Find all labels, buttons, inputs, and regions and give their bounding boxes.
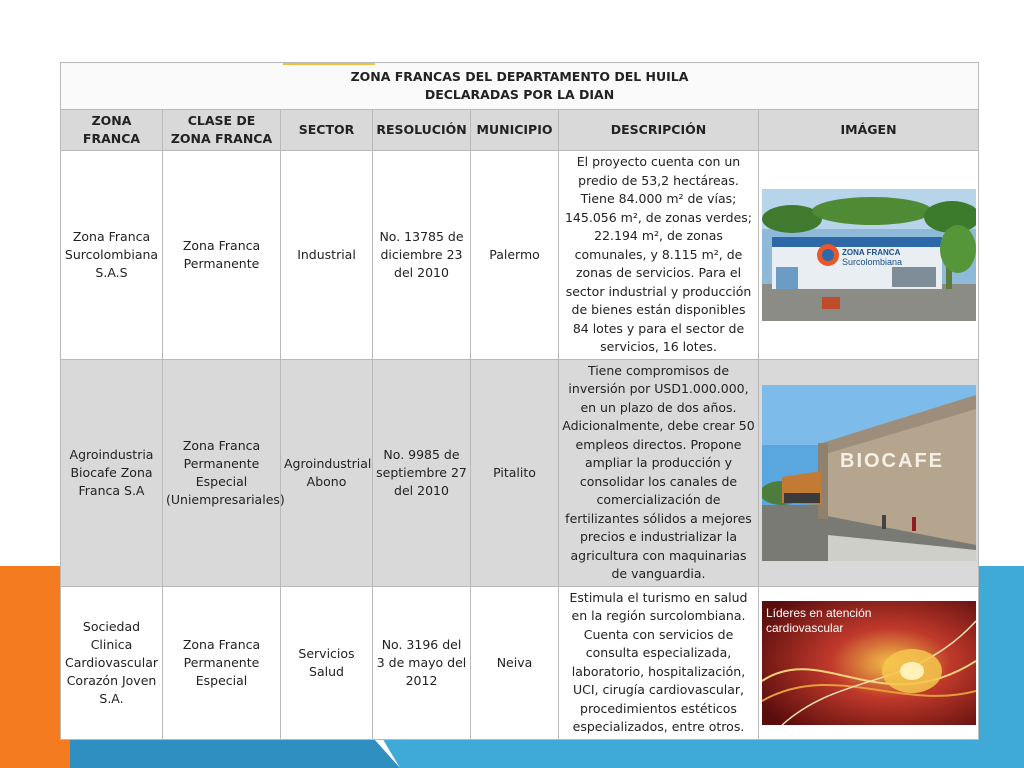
cell-descripcion: El proyecto cuenta con un predio de 53,2 hectáreas. Tiene 84.000 m² de vías; 145.056 m², de zonas verdes; 22.194 m², de zonas comunales, y 8.115 m², de zonas de servicios. Para el sector industrial y producción de bienes están disponibles 84 lotes y para el sector de servicios, 16 lotes. xyxy=(559,151,759,360)
table-row xyxy=(61,359,979,586)
title-accent-bar xyxy=(283,63,375,65)
cell-municipio: Palermo xyxy=(471,151,559,360)
cell-sector: Industrial xyxy=(281,151,373,360)
cell-descripcion: Estimula el turismo en salud en la región surcolombiana. Cuenta con servicios de consulta especializada, laboratorio, hospitalización, UCI, cirugía cardiovascular, procedimientos estéticos especializados, entre otros. xyxy=(559,586,759,739)
cell-zona: Agroindustria Biocafe Zona Franca S.A xyxy=(61,359,163,586)
image-caption-2: Surcolombiana xyxy=(842,256,903,267)
zonas-francas-table xyxy=(60,62,979,740)
table-row xyxy=(61,151,979,360)
header-imagen: IMÁGEN xyxy=(759,110,979,151)
table-title xyxy=(61,63,979,110)
cell-clase: Zona Franca Permanente xyxy=(163,151,281,360)
header-descripcion: DESCRIPCIÓN xyxy=(559,110,759,151)
cell-imagen xyxy=(759,359,979,586)
title-line-1: ZONA FRANCAS DEL DEPARTAMENTO DEL HUILA xyxy=(350,69,689,84)
cell-imagen xyxy=(759,586,979,739)
image-caption-1: ZONA FRANCA xyxy=(842,247,901,257)
image-caption-1: Líderes en atención xyxy=(766,605,872,620)
cell-resolucion: No. 13785 de diciembre 23 del 2010 xyxy=(373,151,471,360)
cell-resolucion: No. 3196 del 3 de mayo del 2012 xyxy=(373,586,471,739)
image-caption-2: cardiovascular xyxy=(766,620,844,635)
cardiovascular-image xyxy=(762,601,976,725)
cell-clase: Zona Franca Permanente Especial (Uniempresariales) xyxy=(163,359,281,586)
header-zona-franca: ZONA FRANCA xyxy=(61,110,163,151)
biocafe-image xyxy=(762,385,976,561)
cell-zona: Zona Franca Surcolombiana S.A.S xyxy=(61,151,163,360)
cell-resolucion: No. 9985 de septiembre 27 del 2010 xyxy=(373,359,471,586)
header-row xyxy=(61,110,979,151)
cell-sector: Servicios Salud xyxy=(281,586,373,739)
cell-sector: Agroindustrial Abono xyxy=(281,359,373,586)
cell-municipio: Neiva xyxy=(471,586,559,739)
header-municipio: MUNICIPIO xyxy=(471,110,559,151)
cell-descripcion: Tiene compromisos de inversión por USD1.000.000, en un plazo de dos años. Adicionalmente, debe crear 50 empleos directos. Propone ampliar la producción y consolidar los canales de comercialización de fertilizantes sólidos a mejores precios e industrializar la agricultura con maquinarias de vanguardia. xyxy=(559,359,759,586)
header-resolucion: RESOLUCIÓN xyxy=(373,110,471,151)
cell-municipio: Pitalito xyxy=(471,359,559,586)
table-row xyxy=(61,586,979,739)
cell-zona: Sociedad Clinica Cardiovascular Corazón Joven S.A. xyxy=(61,586,163,739)
header-clase: CLASE DE ZONA FRANCA xyxy=(163,110,281,151)
cell-clase: Zona Franca Permanente Especial xyxy=(163,586,281,739)
cell-imagen xyxy=(759,151,979,360)
zona-franca-surcolombiana-image xyxy=(762,189,976,321)
title-line-2: DECLARADAS POR LA DIAN xyxy=(424,87,615,102)
image-caption-1: BIOCAFE xyxy=(840,449,944,472)
header-sector: SECTOR xyxy=(281,110,373,151)
